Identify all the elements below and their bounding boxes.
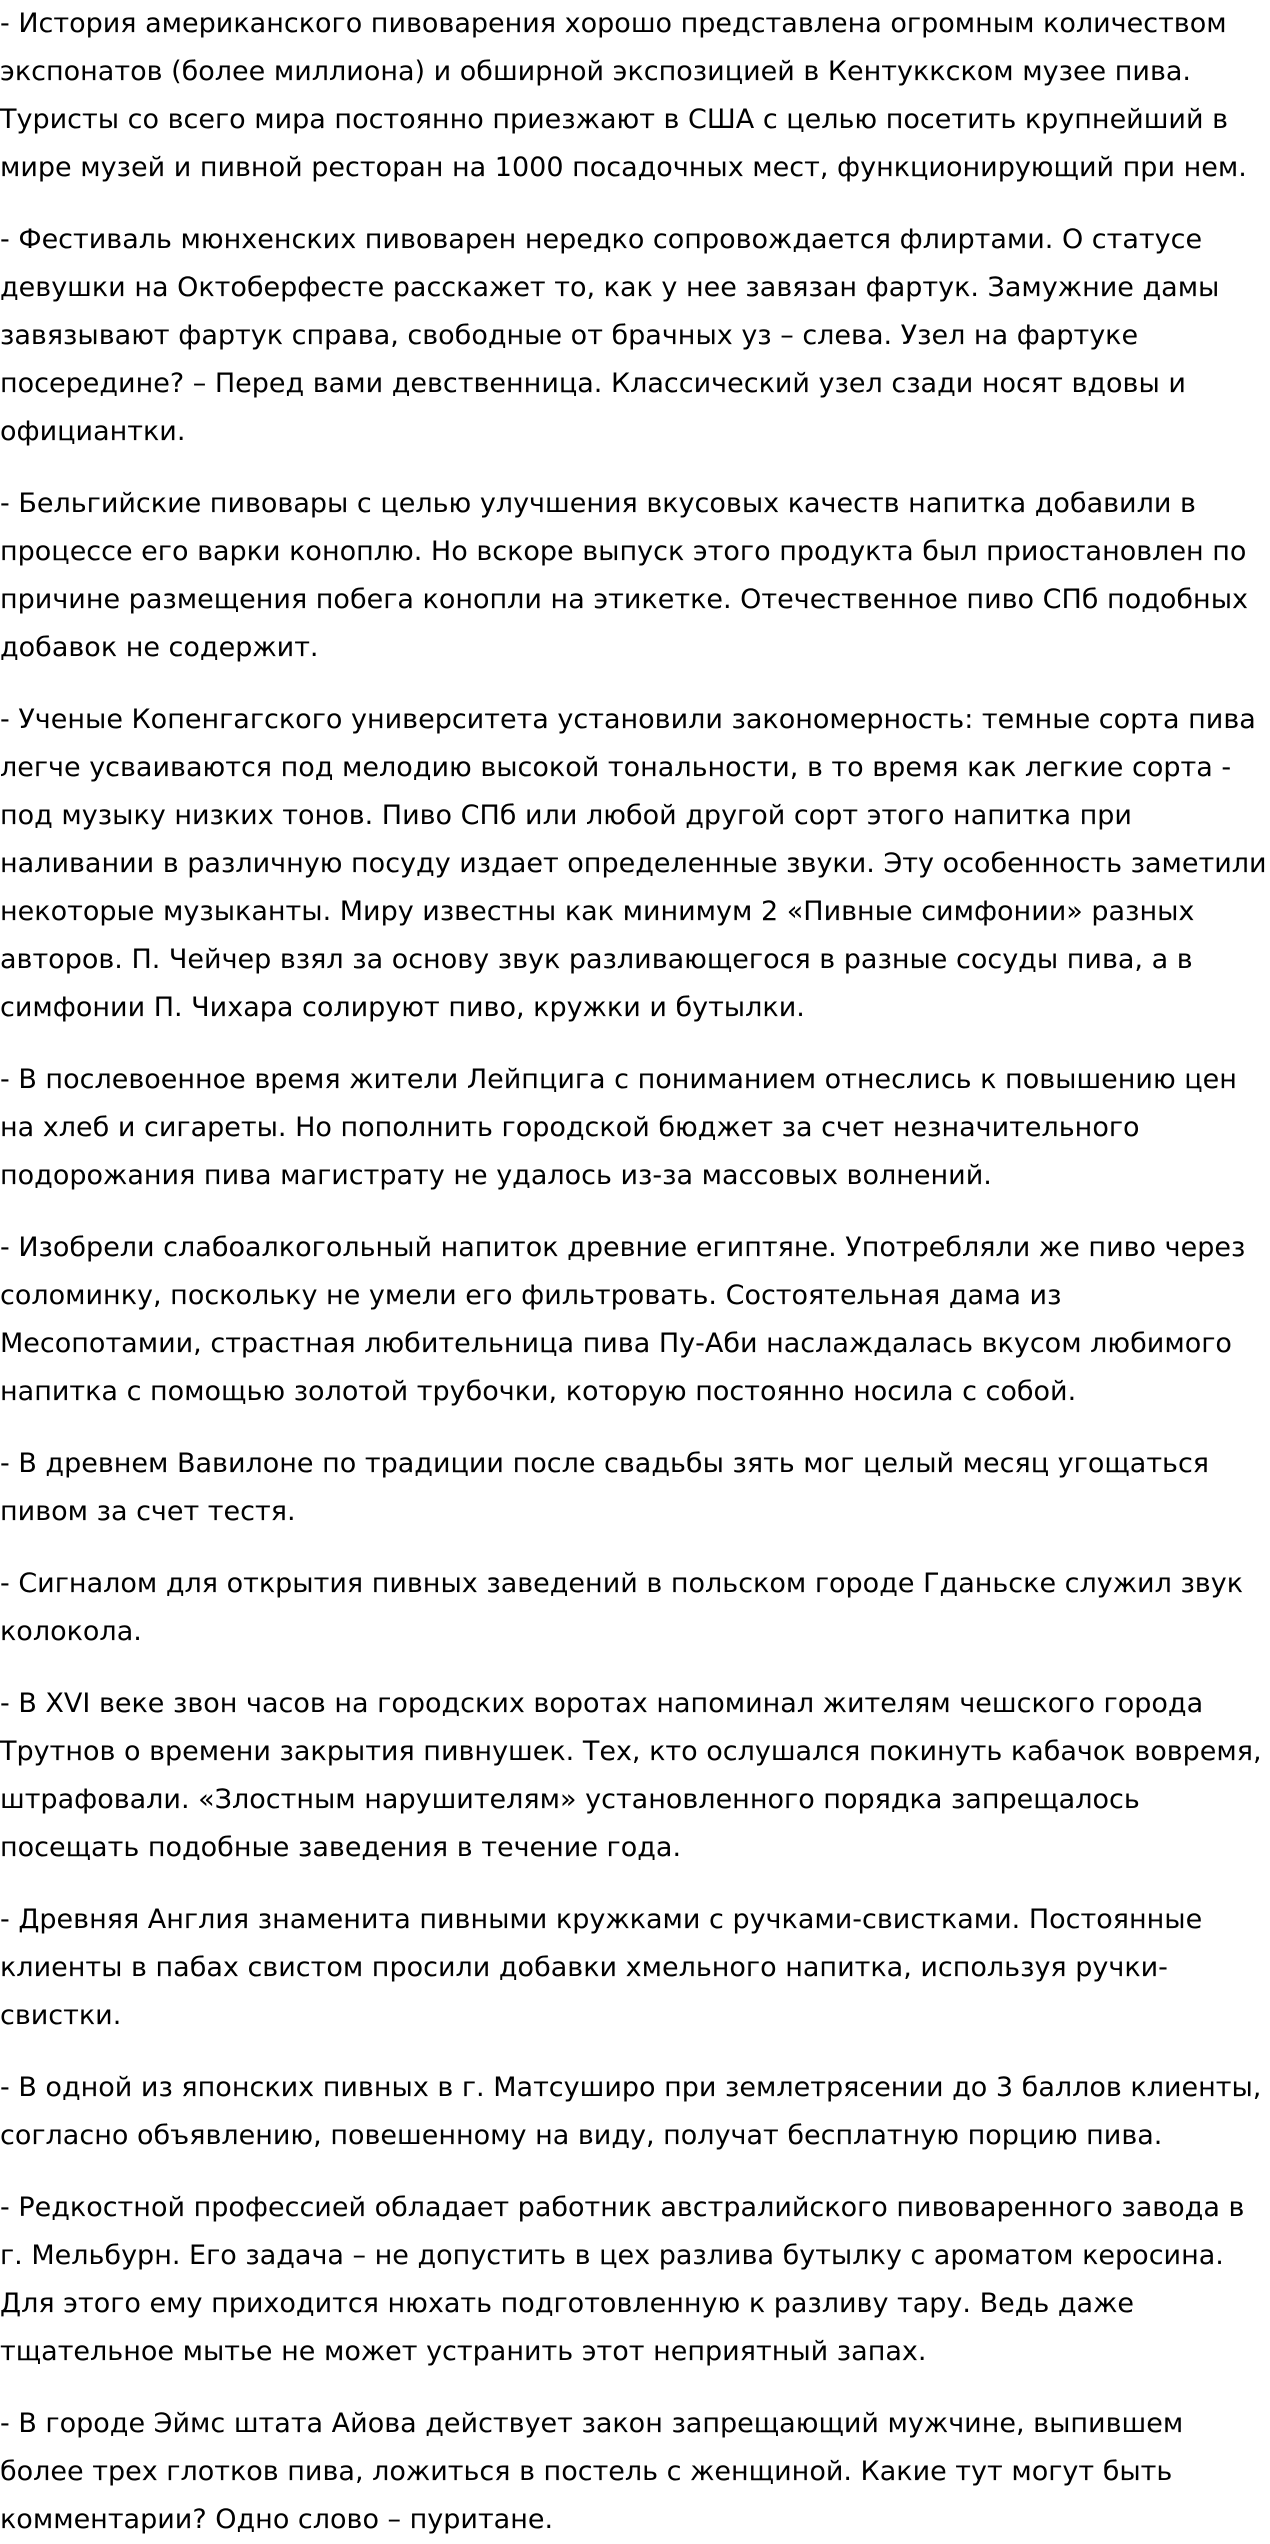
paragraph-england-whistle-mugs: - Древняя Англия знаменита пивными кружками с ручками-свистками. Постоянные клиенты в пабах свистом просили добавки хмельного напитка, используя ручки-свистки. (0, 1904, 1203, 2031)
paragraph-leipzig-prices: - В послевоенное время жители Лейпцига с пониманием отнеслись к повышению цен на хлеб и сигареты. Но пополнить городской бюджет за счет незначительного подорожания пива магистрату не удалось из-за массовых волнений. (0, 1064, 1237, 1191)
paragraph-melbourne-sniffer: - Редкостной профессией обладает работник австралийского пивоваренного завода в г. Мельбурн. Его задача – не допустить в цех разлива бутылку с ароматом керосина. Для этого ему приходится нюхать подготовленную к разливу тару. Ведь даже тщательное мытье не может устранить этот неприятный запах. (0, 2192, 1245, 2367)
paragraph-belgian-hemp: - Бельгийские пивовары с целью улучшения вкусовых качеств напитка добавили в процессе его варки коноплю. Но вскоре выпуск этого продукта был приостановлен по причине размещения побега конопли на этикетке. Отечественное пиво СПб подобных добавок не содержит. (0, 488, 1248, 663)
paragraph-trutnov-clock: - В XVI веке звон часов на городских воротах напоминал жителям чешского города Трутнов о времени закрытия пивнушек. Тех, кто ослушался покинуть кабачок вовремя, штрафовали. «Злостным нарушителям» установленного порядка запрещалось посещать подобные заведения в течение года. (0, 1688, 1262, 1863)
paragraph-oktoberfest-apron: - Фестиваль мюнхенских пивоварен нередко сопровождается флиртами. О статусе девушки на Октоберфесте расскажет то, как у нее завязан фартук. Замужние дамы завязывают фартук справа, свободные от брачных уз – слева. Узел на фартуке посередине? – Перед вами девственница. Классический узел сзади носят вдовы и официантки. (0, 224, 1220, 447)
paragraph-egyptians-straw: - Изобрели слабоалкогольный напиток древние египтяне. Употребляли же пиво через соломинку, поскольку не умели его фильтровать. Состоятельная дама из Месопотамии, страстная любительница пива Пу-Аби наслаждалась вкусом любимого напитка с помощью золотой трубочки, которую постоянно носила с собой. (0, 1232, 1246, 1407)
paragraph-babylon-tradition: - В древнем Вавилоне по традиции после свадьбы зять мог целый месяц угощаться пивом за счет тестя. (0, 1448, 1210, 1527)
paragraph-copenhagen-symphony: - Ученые Копенгагского университета установили закономерность: темные сорта пива легче усваиваются под мелодию высокой тональности, в то время как легкие сорта - под музыку низких тонов. Пиво СПб или любой другой сорт этого напитка при наливании в различную посуду издает определенные звуки. Эту особенность заметили некоторые музыканты. Миру известны как минимум 2 «Пивные симфонии» разных авторов. П. Чейчер взял за основу звук разливающегося в разные сосуды пива, а в симфонии П. Чихара солируют пиво, кружки и бутылки. (0, 704, 1267, 1023)
paragraph-ames-iowa-law: - В городе Эймс штата Айова действует закон запрещающий мужчине, выпившем более трех глотков пива, ложиться в постель с женщиной. Какие тут могут быть комментарии? Одно слово – пуритане. (0, 2408, 1184, 2535)
paragraph-beer-museum-kentucky: - История американского пивоварения хорошо представлена огромным количеством экспонатов (более миллиона) и обширной экспозицией в Кентуккском музее пива. Туристы со всего мира постоянно приезжают в США с целью посетить крупнейший в мире музей и пивной ресторан на 1000 посадочных мест, функционирующий при нем. (0, 8, 1247, 183)
paragraph-gdansk-bell: - Сигналом для открытия пивных заведений в польском городе Гданьске служил звук колокола. (0, 1568, 1244, 1647)
paragraph-matsushiro-earthquake: - В одной из японских пивных в г. Матсуширо при землетрясении до 3 баллов клиенты, согласно объявлению, повешенному на виду, получат бесплатную порцию пива. (0, 2072, 1262, 2151)
